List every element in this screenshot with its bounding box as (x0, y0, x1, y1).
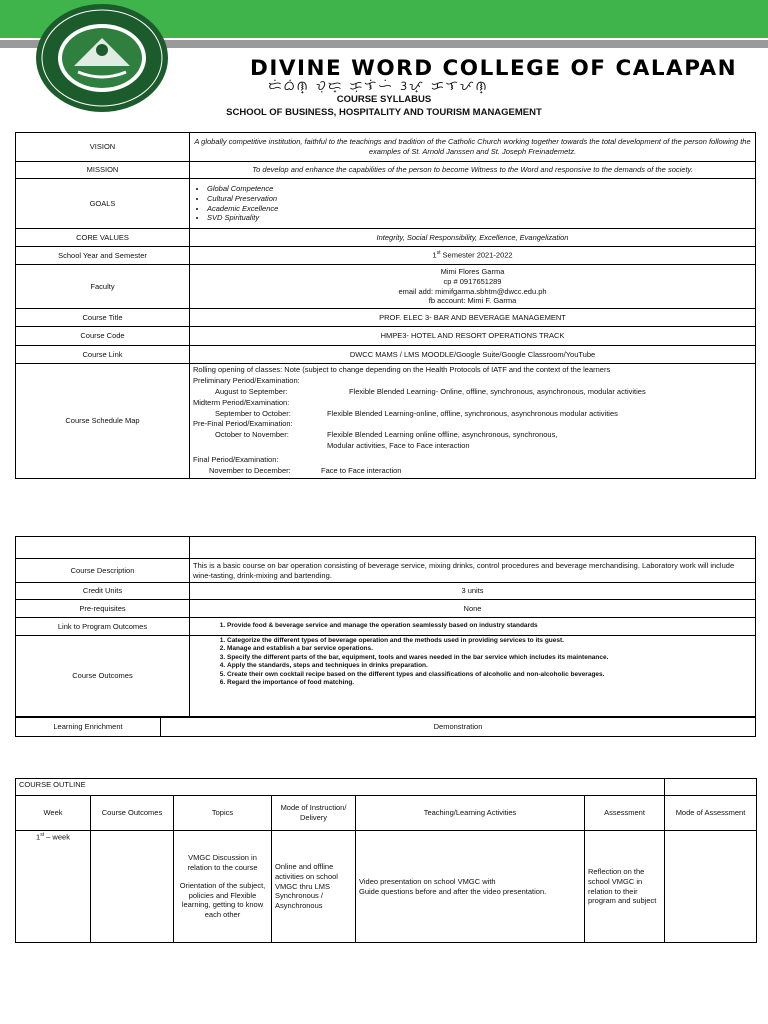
goals-cell (190, 179, 756, 229)
outcome-item: 1. Categorize the different types of beverage operation and the methods used in providing services to its guest. (227, 637, 752, 645)
period-2-line (193, 409, 752, 420)
course-link-label: Course Link (16, 346, 190, 364)
schedule-intro: Rolling opening of classes: Note (subject to change depending on the Health Protocols of IATF and the context of the learners (193, 365, 611, 374)
link-label: Link to Program Outcomes (16, 618, 190, 636)
goals-row (16, 179, 756, 229)
course-code-row (16, 327, 756, 346)
faculty-email: email add: mimifgarma.sbhtm@dwcc.edu.ph (398, 286, 547, 296)
link-outcomes-list (193, 622, 752, 630)
blank-cell (190, 537, 756, 559)
topic-a: VMGC Discussion in relation to the course (187, 853, 258, 872)
outcome-item: 3. Specify the different parts of the bar, equipment, tools and wares needed in the bar service which includes its maintenance. (227, 654, 752, 662)
course-title-value: PROF. ELEC 3- BAR AND BEVERAGE MANAGEMENT (190, 309, 756, 327)
goals-list (193, 184, 752, 223)
description-label: Course Description (16, 559, 190, 583)
outcomes-list (193, 637, 752, 688)
school-name: SCHOOL OF BUSINESS, HOSPITALITY AND TOURISM MANAGEMENT (226, 107, 542, 118)
outline-header-row (16, 796, 757, 831)
core-values-row (16, 229, 756, 247)
vision-label: VISION (16, 133, 190, 162)
schedule-label: Course Schedule Map (16, 364, 190, 479)
period-1-title: Preliminary Period/Examination: (193, 375, 300, 385)
credit-row (16, 583, 756, 600)
week-num: 1 (36, 832, 41, 842)
period-2-title: Midterm Period/Examination: (193, 397, 290, 407)
period-4-title: Final Period/Examination: (193, 455, 279, 464)
credit-label: Credit Units (16, 583, 190, 600)
period-3-date: October to November: (215, 430, 289, 440)
faculty-cell (190, 265, 756, 309)
description-row (16, 559, 756, 583)
faculty-fb: fb account: Mimi F. Garma (428, 296, 517, 306)
faculty-name: Mimi Flores Garma (440, 267, 505, 276)
link-row (16, 618, 756, 636)
topics-cell (174, 831, 272, 943)
outcomes-cell (91, 831, 174, 943)
activity-a: Video presentation on school VMGC with (359, 876, 496, 886)
enrichment-value: Demonstration (161, 718, 756, 737)
outcomes-cell (190, 636, 756, 717)
vision-text: A globally competitive institution, faithful to the teachings and tradition of the Catholic Church working together towards the total development of the person following the examples of St. Arnold Janssen and St. Joseph Freinademetz. (190, 133, 756, 162)
week-rest: – week (44, 832, 70, 842)
header-course-outcomes: Course Outcomes (91, 796, 174, 831)
course-blank-row (16, 537, 756, 559)
mode-assessment-cell (665, 831, 757, 943)
faculty-row (16, 265, 756, 309)
course-title-label: Course Title (16, 309, 190, 327)
enrichment-label: Learning Enrichment (16, 718, 161, 737)
description-text: This is a basic course on bar operation consisting of beverage service, mixing drinks, control procedures and beverage merchandising. Laboratory work will include wine-tasting, drink-mixing and bartending. (190, 559, 756, 583)
school-year-row (16, 247, 756, 265)
doc-title: COURSE SYLLABUS (336, 94, 432, 105)
mission-label: MISSION (16, 162, 190, 179)
course-link-value: DWCC MAMS / LMS MOODLE/Google Suite/Google Classroom/YouTube (190, 346, 756, 364)
header-assessment: Assessment (585, 796, 665, 831)
prereq-value: None (190, 600, 756, 618)
course-table (15, 536, 756, 717)
core-values-text: Integrity, Social Responsibility, Excellence, Evangelization (190, 229, 756, 247)
prereq-label: Pre-requisites (16, 600, 190, 618)
outcome-item: 4. Apply the standards, steps and techniques in drinks preparation. (227, 662, 752, 670)
period-3-mode-2: Modular activities, Face to Face interaction (327, 441, 470, 451)
enrichment-table (15, 717, 756, 737)
vision-row (16, 133, 756, 162)
period-4-line (193, 466, 752, 477)
header-activities: Teaching/Learning Activities (356, 796, 585, 831)
school-year-label: School Year and Semester (16, 247, 190, 265)
enrichment-row (16, 718, 756, 737)
prereq-row (16, 600, 756, 618)
period-4-date: November to December: (209, 465, 291, 475)
course-link-row (16, 346, 756, 364)
week-sup: st (40, 832, 45, 838)
outcome-item: 6. Regard the importance of food matching. (227, 679, 752, 687)
activity-b: Guide questions before and after the video presentation. (359, 886, 547, 896)
goal-item: • Cultural Preservation (207, 194, 752, 204)
course-code-value: HMPE3- HOTEL AND RESORT OPERATIONS TRACK (190, 327, 756, 346)
header-week: Week (16, 796, 91, 831)
goal-item: • Global Competence (207, 184, 752, 194)
outcomes-label: Course Outcomes (16, 636, 190, 717)
period-1-mode: Flexible Blended Learning- Online, offline, synchronous, asynchronous, modular activities (349, 386, 646, 396)
sy-sup: st (436, 250, 441, 257)
activities-cell (356, 831, 585, 943)
goal-item: • SVD Spirituality (207, 213, 752, 223)
core-values-label: CORE VALUES (16, 229, 190, 247)
mission-row (16, 162, 756, 179)
link-outcome-item: 1. Provide food & beverage service and manage the operation seamlessly based on industry standards (227, 622, 752, 630)
course-title-row (16, 309, 756, 327)
faculty-label: Faculty (16, 265, 190, 309)
blank-cell (665, 779, 757, 796)
faculty-phone: cp # 0917651289 (443, 276, 502, 286)
course-outline-table (15, 778, 757, 943)
college-name-baybayin: ᜇᜒᜊᜒᜈ᜔ ᜏᜓᜇ᜔ ᜃᜓᜎᜒᜑᜒ ᜂᜉ᜔ ᜃᜎᜉᜈ᜔ (268, 79, 489, 94)
outcomes-row (16, 636, 756, 717)
sy-rest: Semester 2021-2022 (440, 250, 513, 260)
week-cell (16, 831, 91, 943)
outline-title: COURSE OUTLINE (16, 779, 665, 796)
header-mode-instruction: Mode of Instruction/ Delivery (272, 796, 356, 831)
outline-row-week-1 (16, 831, 757, 943)
school-year-value (190, 247, 756, 265)
period-3-line (193, 430, 752, 441)
period-1-date: August to September: (215, 386, 288, 396)
period-3-title: Pre-Final Period/Examination: (193, 419, 293, 429)
header-mode-assessment: Mode of Assessment (665, 796, 757, 831)
schedule-cell (190, 364, 756, 479)
goal-item: • Academic Excellence (207, 204, 752, 214)
period-1-line (193, 387, 752, 398)
info-table (15, 132, 756, 479)
outcome-item: 2. Manage and establish a bar service operations. (227, 645, 752, 653)
mode-cell: Online and offline activities on school VMGC thru LMS Synchronous / Asynchronous (272, 831, 356, 943)
period-2-mode: Flexible Blended Learning-online, offline, synchronous, asynchronous modular activities (327, 408, 618, 418)
sy-num: 1 (432, 250, 437, 260)
outline-title-row (16, 779, 757, 796)
goals-label: GOALS (16, 179, 190, 229)
link-cell (190, 618, 756, 636)
period-2-date: September to October: (215, 408, 291, 418)
credit-value: 3 units (190, 583, 756, 600)
mission-text: To develop and enhance the capabilities of the person to become Witness to the Word and responsive to the demands of the society. (190, 162, 756, 179)
period-3-mode: Flexible Blended Learning online offline, asynchronous, synchronous, (327, 430, 558, 440)
header-topics: Topics (174, 796, 272, 831)
outcome-item: 5. Create their own cocktail recipe based on the different types and classifications of alcoholic and non-alcoholic beverages. (227, 671, 752, 679)
assessment-cell: Reflection on the school VMGC in relation to their program and subject (585, 831, 665, 943)
period-4-mode: Face to Face interaction (321, 465, 402, 475)
blank-cell (16, 537, 190, 559)
college-name: DIVINE WORD COLLEGE OF CALAPAN (250, 56, 738, 81)
schedule-row (16, 364, 756, 479)
topic-b: Orientation of the subject, policies and Flexible learning, getting to know each other (179, 880, 266, 919)
course-code-label: Course Code (16, 327, 190, 346)
